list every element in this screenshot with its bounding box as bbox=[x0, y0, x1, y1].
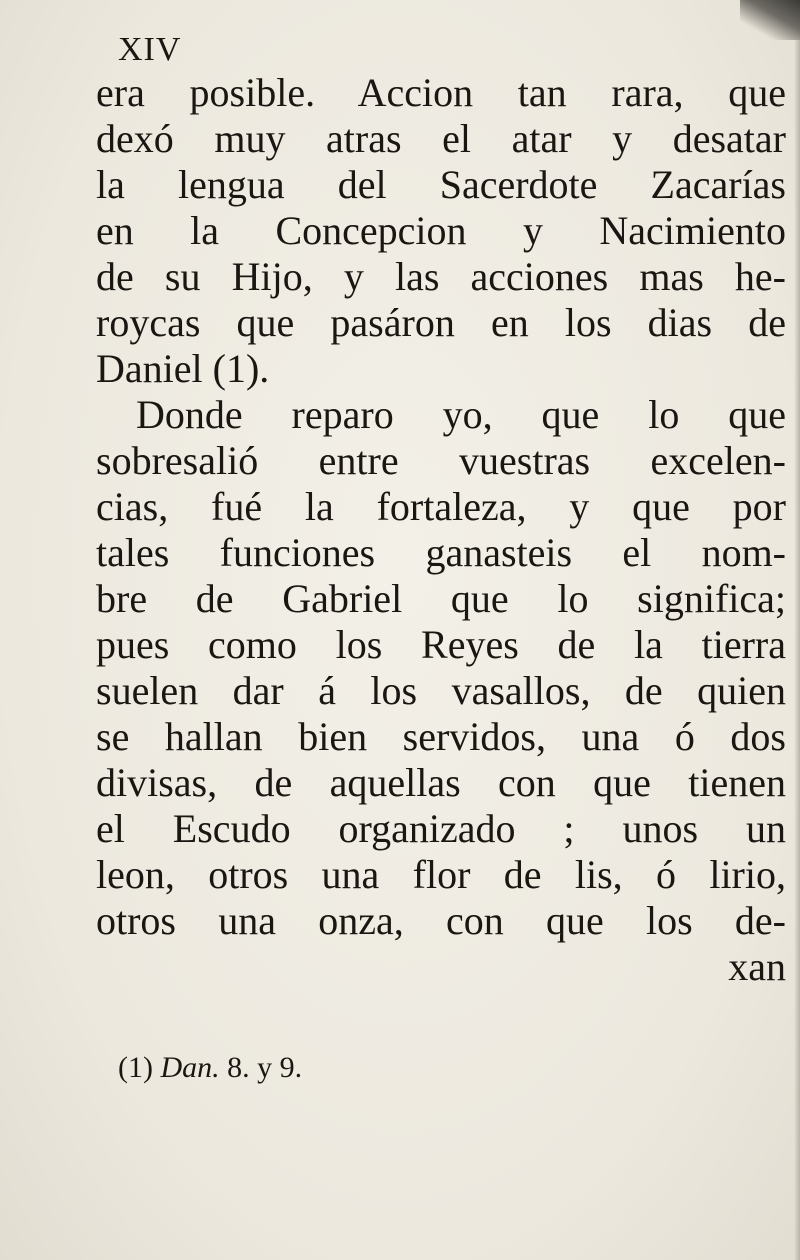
text-line: la lengua del Sacerdote Zacarías bbox=[96, 162, 786, 207]
page-number: XIV bbox=[118, 31, 182, 68]
footnote-marker: (1) bbox=[118, 1051, 153, 1084]
text-line: en la Concepcion y Nacimiento bbox=[96, 208, 786, 253]
text-line: el Escudo organizado ; unos un bbox=[96, 806, 786, 851]
text-line: Donde reparo yo, que lo que bbox=[136, 392, 786, 437]
text-line: cias, fué la fortaleza, y que por bbox=[96, 484, 786, 529]
text-line: se hallan bien servidos, una ó dos bbox=[96, 714, 786, 759]
text-line: suelen dar á los vasallos, de quien bbox=[96, 668, 786, 713]
text-line: tales funciones ganasteis el nom- bbox=[96, 530, 786, 575]
text-line: sobresalió entre vuestras excelen- bbox=[96, 438, 786, 483]
text-line: pues como los Reyes de la tierra bbox=[96, 622, 786, 667]
text-line: otros una onza, con que los de- bbox=[96, 898, 786, 943]
footnote bbox=[118, 1050, 302, 1086]
text-line: Daniel (1). bbox=[96, 346, 270, 391]
text-line: bre de Gabriel que lo significa; bbox=[96, 576, 786, 621]
catchword: xan bbox=[728, 944, 786, 989]
text-line: de su Hijo, y las acciones mas he- bbox=[96, 254, 786, 299]
text-line: leon, otros una flor de lis, ó lirio, bbox=[96, 852, 786, 897]
text-line: divisas, de aquellas con que tienen bbox=[96, 760, 786, 805]
footnote-reference-detail: 8. y 9. bbox=[227, 1051, 303, 1084]
page-corner-tear bbox=[740, 0, 800, 40]
text-line: roycas que pasáron en los dias de bbox=[96, 300, 786, 345]
page-edge-shadow bbox=[794, 40, 800, 1260]
footnote-reference: Dan. bbox=[160, 1051, 220, 1084]
text-line: dexó muy atras el atar y desatar bbox=[96, 116, 786, 161]
text-line: era posible. Accion tan rara, que bbox=[96, 70, 786, 115]
